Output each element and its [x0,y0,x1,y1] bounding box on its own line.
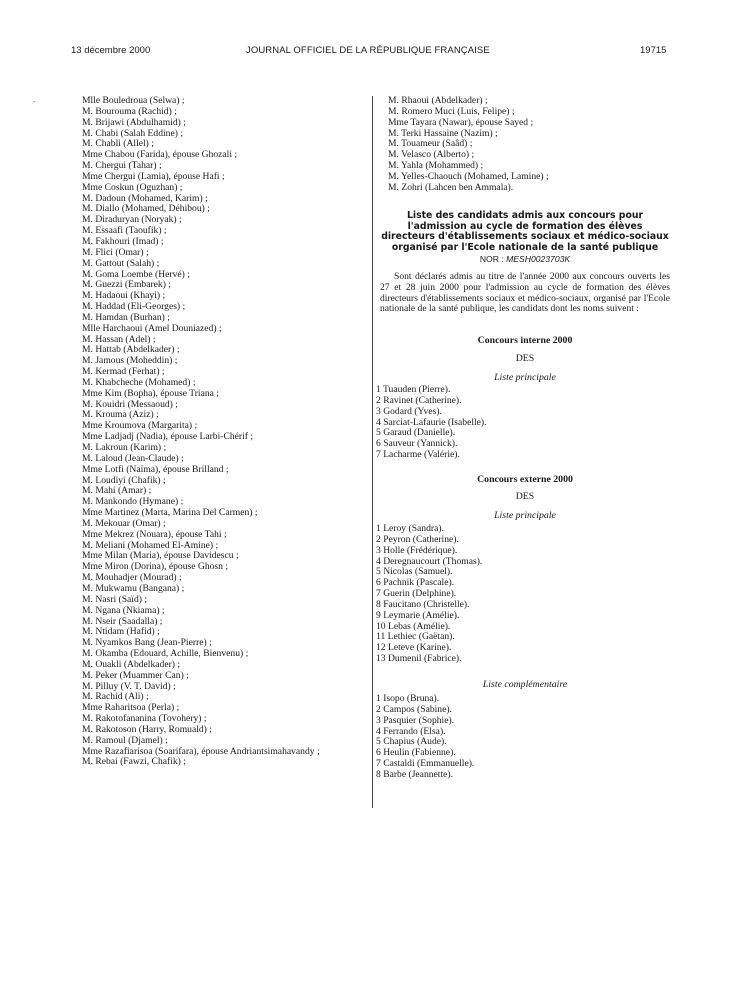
interne-heading-block [380,335,670,346]
candidate-name: M. Rhaoui (Abdelkader) ; [388,95,488,106]
candidate-name: M. Meliani (Mohamed El-Amine) ; [82,539,219,551]
right-column-names [388,96,666,194]
externe-list-item: 5 Nicolas (Samuel). [376,566,453,578]
candidate-name: M. Goma Loembe (Hervé) ; [82,268,190,280]
interne-list-item: 4 Sarciat-Lafaurie (Isabelle). [376,416,487,428]
interne-list-item: 5 Garaud (Danielle). [376,427,456,439]
interne-list-title: Liste principale [494,372,556,383]
candidate-name: Mme Lotfi (Naïma), épouse Brilland ; [82,463,229,475]
candidate-name: M. Ntidam (Hafid) ; [82,626,160,638]
externe-list-title: Liste principale [494,510,556,521]
candidate-name: M. Nseir (Saadalla) ; [82,615,163,627]
nor-code: MESH0023703K [506,254,571,264]
candidate-name: M. Rebai (Fawzi, Chafik) ; [82,756,186,768]
externe-list [376,524,482,665]
complementaire-list-item: 6 Heulin (Fabienne). [376,747,456,759]
candidate-name: M. Peker (Muammer Can) ; [82,669,189,681]
candidate-name: M. Pilluy (V. T. David) ; [82,680,176,692]
candidate-name: M. Hassan (Adel) ; [82,333,156,345]
candidate-name: Mme Kroumova (Margarita) ; [82,420,198,432]
externe-des: DES [515,491,535,502]
externe-list-item: 12 Leteve (Karine). [376,642,452,654]
candidate-name: Mme Mekrez (Nouara), épouse Tahi ; [82,528,227,540]
complementaire-list-item: 3 Pasquier (Sophie). [376,714,455,726]
candidate-name: M. Essaafi (Taoufik) ; [82,225,167,237]
candidate-name: Mme Martinez (Marta, Marina Del Carmen) ; [82,507,258,519]
candidate-name: M. Ramoul (Djamel) ; [82,734,168,746]
header-date: 13 décembre 2000 [71,45,151,56]
complementaire-list-item: 5 Chapius (Aude). [376,736,447,748]
externe-list-item: 9 Leymarie (Amélie). [376,609,460,621]
externe-list-item: 7 Guerin (Delphine). [376,588,457,600]
candidate-name: M. Velasco (Alberto) ; [388,149,475,161]
candidate-name: M. Mouhadjer (Mourad) ; [82,572,182,584]
complementaire-list-item: 2 Campos (Sabine). [376,703,452,715]
candidate-name: M. Chergui (Tahar) ; [82,160,162,172]
externe-list-item: 11 Lethiec (Gaëtan). [376,631,455,643]
candidate-name: M. Romero Muci (Luis, Felipe) ; [388,105,515,117]
complementaire-title-block [380,679,670,690]
candidate-name: M. Diraduryan (Noryak) ; [82,214,182,226]
margin-mark: - [33,97,36,106]
candidate-name: M. Terki Hassaine (Nazim) ; [388,127,498,139]
column-divider [372,96,373,808]
candidate-name: M. Chabli (Allel) ; [82,138,154,150]
interne-des-block [380,353,670,364]
candidate-name: M. Nasri (Saïd) ; [82,593,148,605]
interne-list-title-block [380,372,670,383]
externe-list-item: 4 Deregnaucourt (Thomas). [376,555,483,567]
externe-list-item: 6 Pachnik (Pascale). [376,577,455,589]
interne-list [376,385,487,461]
candidate-name: M. Rakotofananina (Tovohery) ; [82,713,207,725]
candidate-name: Mlle Harchaoui (Amel Douniazed) ; [82,322,222,334]
page-number: 19715 [640,45,667,56]
candidate-name: M. Rakotoson (Harry, Romuald) ; [82,723,212,735]
candidate-name: Mme Raharitsoa (Perla) ; [82,702,180,714]
externe-heading: Concours externe 2000 [477,474,573,485]
candidate-name: M. Dadoun (Mohamed, Karim) ; [82,192,208,204]
candidate-name: M. Brijawi (Abdulhamid) ; [82,116,186,128]
candidate-name: M. Loudiyi (Chafik) ; [82,474,166,486]
externe-des-block [380,491,670,502]
interne-list-item: 6 Sauveur (Yannick). [376,438,458,450]
interne-heading: Concours interne 2000 [477,335,573,346]
nor-reference [380,254,670,264]
candidate-name: M. Ngana (Nkiama) ; [82,604,165,616]
candidate-name: M. Fakhouri (Imad) ; [82,235,164,247]
complementaire-list [376,694,474,781]
candidate-name: M. Flici (Omar) ; [82,246,149,258]
complementaire-list-item: 8 Barbe (Jeannette). [376,768,453,780]
candidate-name: Mme Razafiarisoa (Soarifara), épouse Andriantsimahavandy ; [82,745,320,757]
candidate-name: M. Laloud (Jean-Claude) ; [82,452,184,464]
candidate-name: M. Lakroun (Karim) ; [82,442,167,453]
candidate-name: M. Kouidri (Messaoud) ; [82,398,178,410]
candidate-name: M. Mekouar (Omar) ; [82,517,166,529]
candidate-name: M. Zohri (Lahcen ben Ammala). [388,181,514,193]
candidate-name: Mme Ladjadj (Nadia), épouse Larbi-Chérif ; [82,431,254,443]
externe-list-title-block [380,510,670,521]
candidate-name: M. Okamba (Edouard, Achille, Bienvenu) ; [82,648,249,660]
section-title: Liste des candidats admis aux concours pour l'admission au cycle de formation des élèves directeurs d'établissements sociaux et médico-sociaux organisé par l'Ecole nationale de la santé publique [381,210,669,253]
candidate-name: M. Yelles-Chaouch (Mohamed, Lamine) ; [388,170,549,182]
externe-list-item: 2 Peyron (Catherine). [376,533,459,545]
complementaire-list-item: 7 Castaldi (Emmanuelle). [376,758,475,770]
candidate-name: Mme Miron (Dorina), épouse Ghosn ; [82,561,229,573]
interne-list-item: 2 Ravinet (Catherine). [376,394,462,406]
candidate-name: Mme Coskun (Oguzhan) ; [82,181,183,193]
externe-list-item: 10 Lebas (Amélie). [376,620,451,632]
externe-list-item: 1 Leroy (Sandra). [376,523,444,534]
section-block [380,211,670,264]
candidate-name: M. Gattout (Salah) ; [82,257,160,269]
externe-list-item: 3 Holle (Frédérique). [376,544,458,556]
nor-label: NOR : [479,254,504,264]
candidate-name: M. Haddad (Eli-Georges) ; [82,301,186,313]
candidate-name: Mme Chergui (Lamia), épouse Hafi ; [82,170,225,182]
interne-list-item: 7 Lacharme (Valérie). [376,449,460,461]
candidate-name: M. Khabcheche (Mohamed) ; [82,376,196,388]
interne-des: DES [515,353,535,364]
candidate-name: M. Ouakli (Abdelkader) ; [82,658,181,670]
interne-list-item: 1 Tuauden (Pierre). [376,384,451,395]
candidate-name: M. Hamdan (Burhan) ; [82,311,170,323]
candidate-name: M. Mahi (Amar) ; [82,485,152,497]
candidate-name: M. Bourouma (Rachid) ; [82,105,177,117]
externe-heading-block [380,474,670,485]
candidate-name: Mlle Bouledroua (Selwa) ; [82,95,185,106]
candidate-name: M. Chabi (Salah Eddine) ; [82,127,183,139]
externe-list-item: 13 Dumenil (Fabrice). [376,653,462,665]
interne-list-item: 3 Godard (Yves). [376,405,442,417]
candidate-name: Mme Milan (Maria), épouse Davidescu ; [82,550,239,562]
complementaire-list-item: 1 Isopo (Bruna). [376,693,440,704]
candidate-name: M. Touameur (Saâd) ; [388,138,473,150]
externe-list-item: 8 Faucitano (Christelle). [376,598,470,610]
candidate-name: M. Kermad (Ferhat) ; [82,366,165,378]
candidate-name: Mme Kim (Bopha), épouse Triana ; [82,387,219,399]
candidate-name: M. Diallo (Mohamed, Déhibou) ; [82,203,210,215]
candidate-name: M. Mukwamu (Bangana) ; [82,582,185,594]
candidate-name: M. Nyamkos Bang (Jean-Pierre) ; [82,637,212,649]
candidate-name: M. Rachid (Ali) ; [82,691,149,703]
candidate-name: M. Mankondo (Hymane) ; [82,496,184,508]
candidate-name: Mme Chabou (Farida), épouse Ghozali ; [82,149,238,161]
intro-paragraph-block [380,272,670,315]
intro-paragraph: Sont déclarés admis au titre de l'année 2000 aux concours ouverts les 27 et 28 juin 2000 pour l'admission au cycle de formation des élèves directeurs d'établissements sociaux et médico-sociaux, organisé par l'Ecole nationale de la santé publique, les candidats dont les noms suivent : [380,271,670,315]
journal-title: JOURNAL OFFICIEL DE LA RÉPUBLIQUE FRANÇAISE [246,45,490,56]
complementaire-list-item: 4 Ferrando (Elsa). [376,725,446,737]
complementaire-list-title: Liste complémentaire [482,679,568,690]
candidate-name: M. Yahla (Mohammed) ; [388,160,484,172]
candidate-name: M. Jamous (Moheddin) ; [82,355,178,367]
candidate-name: M. Hadaoui (Khayi) ; [82,290,166,302]
candidate-name: M. Krouma (Aziz) ; [82,409,159,421]
candidate-name: M. Hattab (Abdelkader) ; [82,344,180,356]
candidate-name: M. Guezzi (Embarek) ; [82,279,171,291]
left-column-names [82,96,360,768]
candidate-name: Mme Tayara (Nawar), épouse Sayed ; [388,116,534,128]
